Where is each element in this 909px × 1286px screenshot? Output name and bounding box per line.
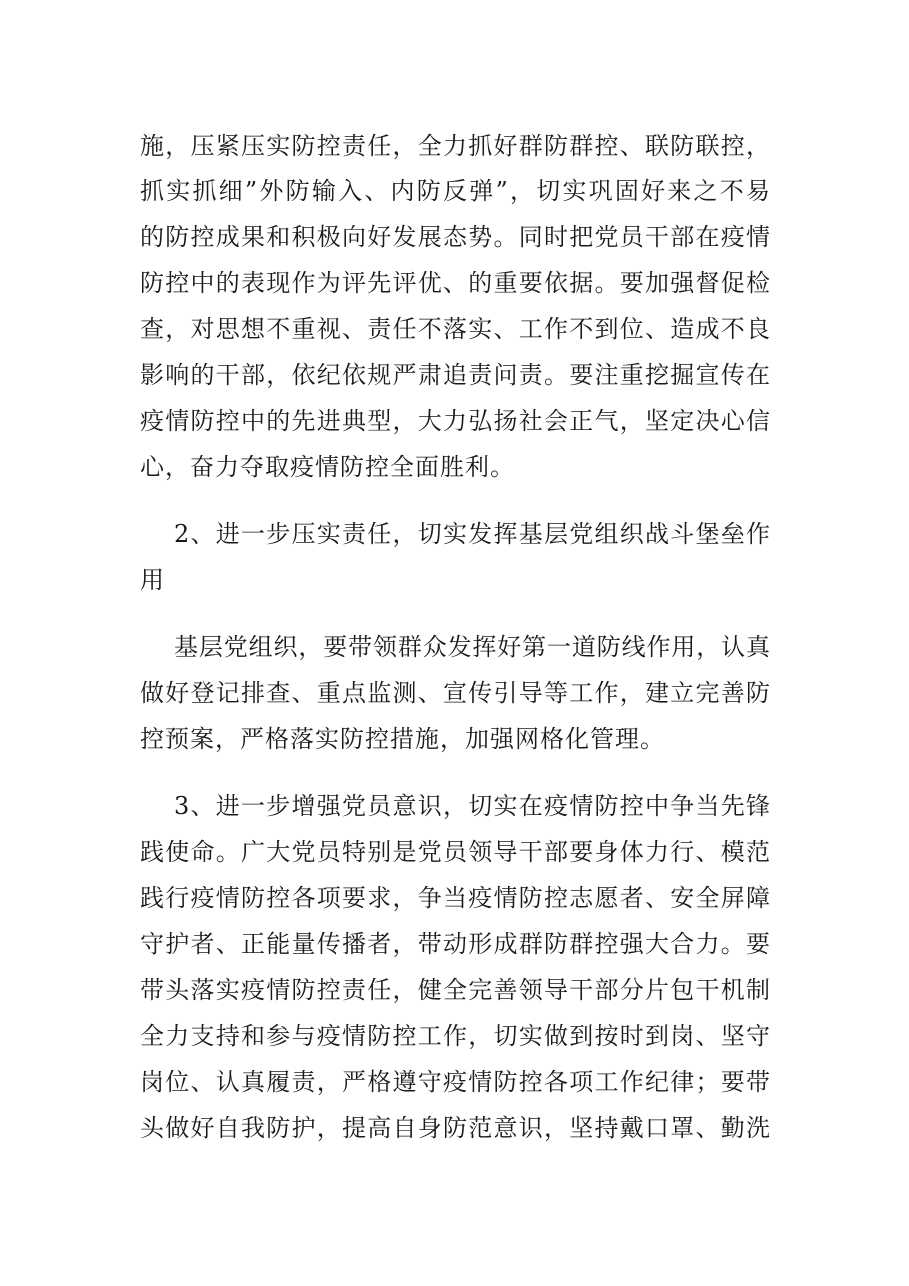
text-line: 的防控成果和积极向好发展态势。同时把党员干部在疫情 <box>140 223 770 251</box>
text-line: 基层党组织，要带领群众发挥好第一道防线作用，认真 <box>174 633 770 661</box>
text-line: 头做好自我防护，提高自身防范意识，坚持戴口罩、勤洗 <box>140 1114 770 1142</box>
text-line: 全力支持和参与疫情防控工作，切实做到按时到岗、坚守 <box>140 1022 770 1050</box>
section-heading: 用 <box>140 566 164 594</box>
text-line: 疫情防控中的先进典型，大力弘扬社会正气，坚定决心信 <box>140 407 770 435</box>
text-line: 心，奋力夺取疫情防控全面胜利。 <box>140 453 515 481</box>
text-line: 防控中的表现作为评先评优、的重要依据。要加强督促检 <box>140 269 770 297</box>
text-line: 查，对思想不重视、责任不落实、工作不到位、造成不良 <box>140 315 770 343</box>
text-line: 守护者、正能量传播者，带动形成群防群控强大合力。要 <box>140 930 770 958</box>
text-line: 施，压紧压实防控责任，全力抓好群防群控、联防联控， <box>140 132 770 160</box>
text-line: 抓实抓细”外防输入、内防反弹”，切实巩固好来之不易 <box>140 177 770 205</box>
section-heading: 2、进一步压实责任，切实发挥基层党组织战斗堡垒作 <box>174 520 770 548</box>
text-line: 做好登记排查、重点监测、宣传引导等工作，建立完善防 <box>140 679 770 707</box>
text-line: 带头落实疫情防控责任，健全完善领导干部分片包干机制 <box>140 976 770 1004</box>
section-heading: 3、进一步增强党员意识，切实在疫情防控中争当先锋 <box>174 792 770 820</box>
text-line: 控预案，严格落实防控措施，加强网格化管理。 <box>140 725 665 753</box>
text-line: 影响的干部，依纪依规严肃追责问责。要注重挖掘宣传在 <box>140 361 770 389</box>
text-line: 践行疫情防控各项要求，争当疫情防控志愿者、安全屏障 <box>140 884 770 912</box>
text-line: 践使命。广大党员特别是党员领导干部要身体力行、模范 <box>140 838 770 866</box>
text-line: 岗位、认真履责，严格遵守疫情防控各项工作纪律；要带 <box>140 1068 770 1096</box>
